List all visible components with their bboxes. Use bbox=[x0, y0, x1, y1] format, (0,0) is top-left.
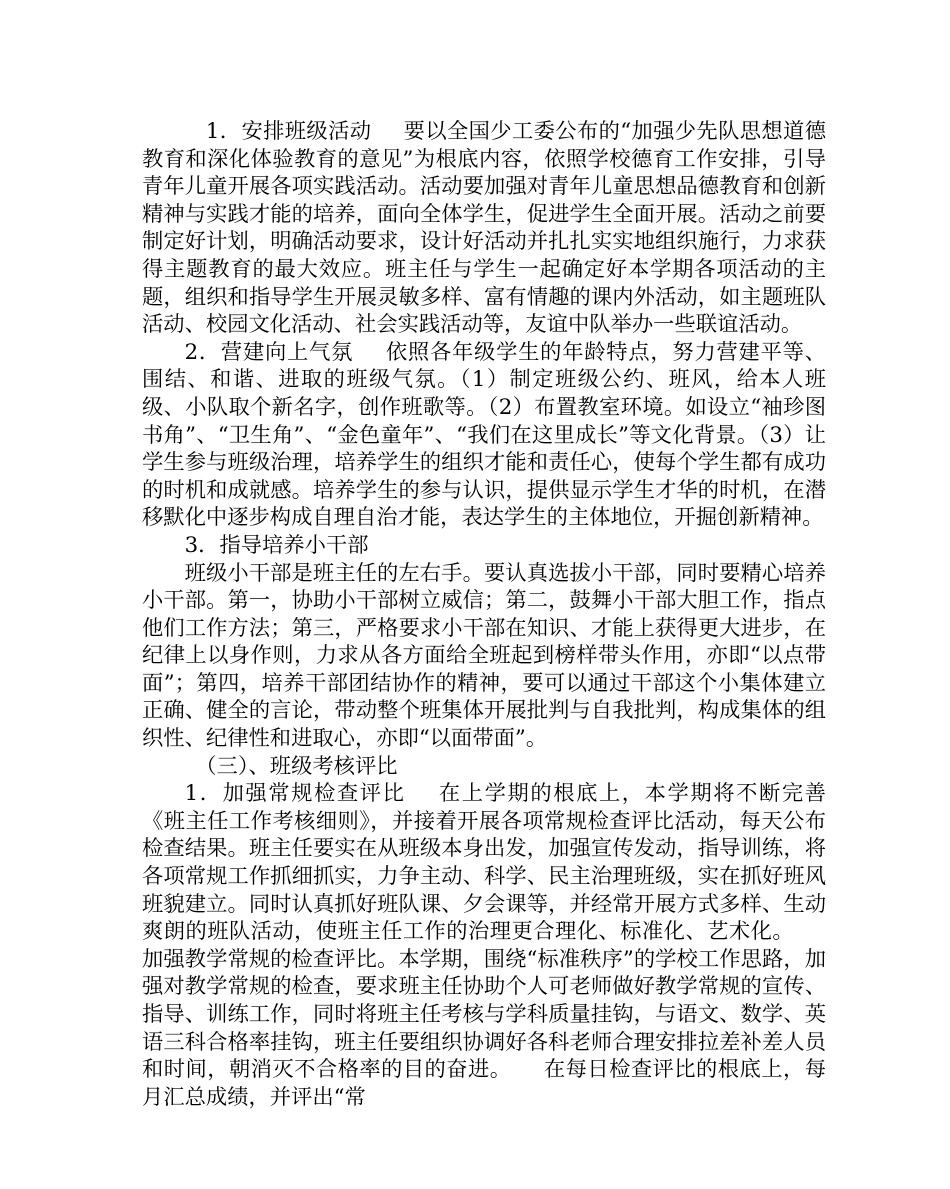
paragraph-atmosphere bbox=[142, 339, 826, 532]
paragraph-text: 要以全国少工委公布的“加强少先队思想道德教育和深化体验教育的意见”为根底内容，依照学校德育工作安排，引导青年儿童开展各项实践活动。活动要加强对青年儿童思想品德教育和创新精神与实践才能的培养，面向全体学生，促进学生全面开展。活动之前要制定好计划，明确活动要求，设计好活动并扎扎实实地组织施行，力求获得主题教育的最大效应。班主任与学生一起确定好本学期各项活动的主题，组织和指导学生开展灵敏多样、富有情趣的课内外活动，如主题班队活动、校园文化活动、社会实践活动等，友谊中队举办一些联谊活动。 bbox=[142, 119, 827, 338]
paragraph-routine-inspection bbox=[142, 780, 826, 1111]
paragraph-cadre-heading bbox=[142, 532, 826, 560]
paragraph-heading: 1．安排班级活动 bbox=[205, 119, 372, 144]
paragraph-text-continued: 加强教学常规的检查评比。本学期，围绕“标准秩序”的学校工作思路，加强对教学常规的检查，要求班主任协助个人可老师做好教学常规的宣传、指导、训练工作，同时将班主任考核与学科质量挂钩，与语文、数学、英语三科合格率挂钩，班主任要组织协调好各科老师合理安排拉差补差人员和时间，朝消灭不合格率的目的奋进。 bbox=[142, 946, 826, 1083]
paragraph-heading: 1．加强常规检查评比 bbox=[184, 781, 406, 807]
paragraph-heading: 2．营建向上气氛 bbox=[184, 339, 354, 365]
paragraph-cadre bbox=[142, 560, 826, 753]
section-title: （三）、班级考核评比 bbox=[195, 753, 398, 779]
paragraph-text: 班级小干部是班主任的左右手。要认真选拔小干部，同时要精心培养小干部。第一，协助小干部树立威信；第二，鼓舞小干部大胆工作，指点他们工作方法；第三，严格要求小干部在知识、才能上获得更大进步，在纪律上以身作则，力求从各方面给全班起到榜样带头作用，亦即“以点带面”；第四，培养干部团结协作的精神，要可以通过干部这个小集体建立正确、健全的言论，带动整个班集体开展批判与自我批判，构成集体的组织性、纪律性和进取心，亦即“以面带面”。 bbox=[142, 560, 826, 752]
paragraph-text-tail: 在每日检查评比的根底上，每月汇总成绩，并评出“常 bbox=[142, 1057, 826, 1110]
paragraph-class-activities bbox=[142, 118, 826, 339]
paragraph-text: 3．指导培养小干部 bbox=[184, 532, 369, 558]
section-heading bbox=[142, 753, 826, 781]
paragraph-text: 在上学期的根底上，本学期将不断完善《班主任工作考核细则》，并接着开展各项常规检查评比活动，每天公布检查结果。班主任要实在从班级本身出发，加强宣传发动，指导训练，将各项常规工作抓细抓实，力争主动、科学、民主治理班级，实在抓好班风班貌建立。同时认真抓好班队课、夕会课等，并经常开展方式多样、生动爽朗的班队活动，使班主任工作的治理更合理化、标准化、艺术化。 bbox=[142, 781, 826, 945]
paragraph-text: 依照各年级学生的年龄特点，努力营建平等、围结、和谐、进取的班级气氛。（1）制定班级公约、班风，给本人班级、小队取个新名字，创作班歌等。（2）布置教室环境。如设立“袖珍图书角”、“卫生角”、“金色童年”、“我们在这里成长”等文化背景。（3）让学生参与班级治理，培养学生的组织才能和责任心，使每个学生都有成功的时机和成就感。培养学生的参与认识，提供显示学生才华的时机，在潜移默化中逐步构成自理自治才能，表达学生的主体地位，开掘创新精神。 bbox=[142, 339, 826, 531]
document-page bbox=[142, 118, 826, 1111]
